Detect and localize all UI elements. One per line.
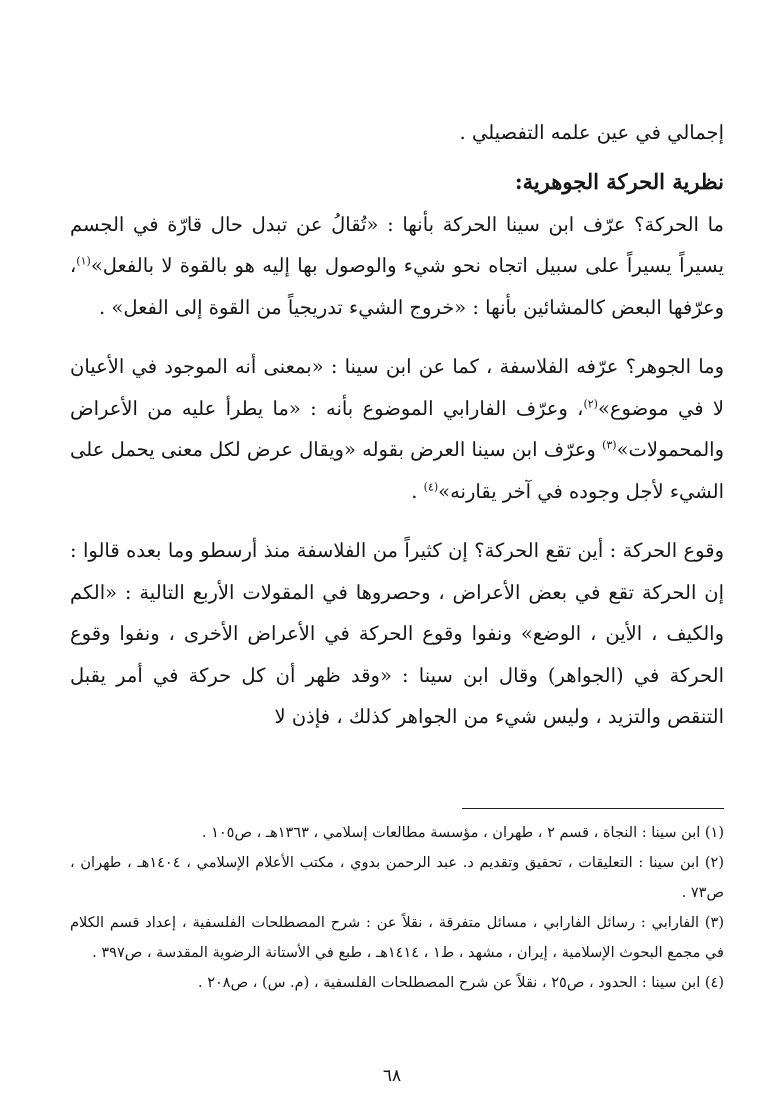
paragraph-substance-text-a: وما الجوهر؟ عرّفه الفلاسفة ، كما عن ابن سينا : «بمعنى أنه الموجود في الأعيان لا في موضوع» xyxy=(70,355,724,420)
paragraph-motion xyxy=(70,204,724,329)
footnote-ref-4[interactable]: (٤) xyxy=(423,480,439,493)
paragraph-occurrence: وقوع الحركة : أين تقع الحركة؟ إن كثيراً من الفلاسفة منذ أرسطو وما بعده قالوا : إن الحركة تقع في بعض الأعراض ، وحصروها في المقولات الأربع التالية : «الكم والكيف ، الأين ، الوضع» ونفوا وقوع الحركة في الأعراض الأخرى ، ونفوا وقوع الحركة في (الجواهر) وقال ابن سينا : «وقد ظهر أن كل حركة في أمر يقبل التنقص والتزيد ، وليس شيء من الجواهر كذلك ، فإذن لا xyxy=(70,539,724,728)
paragraph-substance-text-b: ، وعرّف الفارابي الموضوع بأنه : «ما يطرأ عليه من الأعراض والمحمولات» xyxy=(70,396,724,461)
footnote-divider xyxy=(462,808,724,809)
footnote-ref-1[interactable]: (١) xyxy=(76,254,91,268)
footnotes xyxy=(70,818,724,998)
footnote-2: (٢) ابن سينا : التعليقات ، تحقيق وتقديم د. عبد الرحمن بدوي ، مكتب الأعلام الإسلامي ، ١٤٠٤هـ ، طهران ، ص٧٣ . xyxy=(70,855,725,901)
paragraph-substance-text-d: . xyxy=(411,479,418,503)
footnote-ref-3[interactable]: (٣) xyxy=(602,438,617,452)
footnote-1: (١) ابن سينا : النجاة ، قسم ٢ ، طهران ، مؤسسة مطالعات إسلامي ، ١٣٦٣هـ ، ص١٠٥ . xyxy=(201,825,724,841)
footnote-4: (٤) ابن سينا : الحدود ، ص٢٥ ، نقلاً عن شرح المصطلحات الفلسفية ، (م. س) ، ص٢٠٨ . xyxy=(198,975,724,991)
main-text xyxy=(70,112,724,738)
footnote-3: (٣) الفارابي : رسائل الفارابي ، مسائل متفرقة ، نقلاً عن : شرح المصطلحات الفلسفية ، إعداد قسم الكلام في مجمع البحوث الإسلامية ، إيران ، مشهد ، ط١ ، ١٤١٤هـ ، طبع في الأستانة الرضوية المقدسة ، ص٣٩٧ . xyxy=(70,915,724,961)
section-heading: نظرية الحركة الجوهرية: xyxy=(514,168,724,194)
paragraph-substance-text-c: وعرّف ابن سينا العرض بقوله «ويقال عرض لكل معنى يحمل على الشيء لأجل وجوده في آخر يقارنه» xyxy=(70,438,724,503)
page-number: ٦٨ xyxy=(382,1066,402,1086)
paragraph-substance xyxy=(70,346,724,512)
intro-line: إجمالي في عين علمه التفصيلي . xyxy=(459,121,724,144)
footnote-ref-2[interactable]: (٢) xyxy=(583,397,598,410)
paragraph-motion-text-b: ، وعرّفها البعض كالمشائين بأنها : «خروج الشيء تدريجياً من القوة إلى الفعل» . xyxy=(70,254,724,319)
paragraph-motion-text-a: ما الحركة؟ عرّف ابن سينا الحركة بأنها : «تُقالُ عن تبدل حال قارّة في الجسم يسيراً يسيراً على سبيل اتجاه نحو شيء والوصول بها إليه هو بالقوة لا بالفعل» xyxy=(70,212,724,277)
